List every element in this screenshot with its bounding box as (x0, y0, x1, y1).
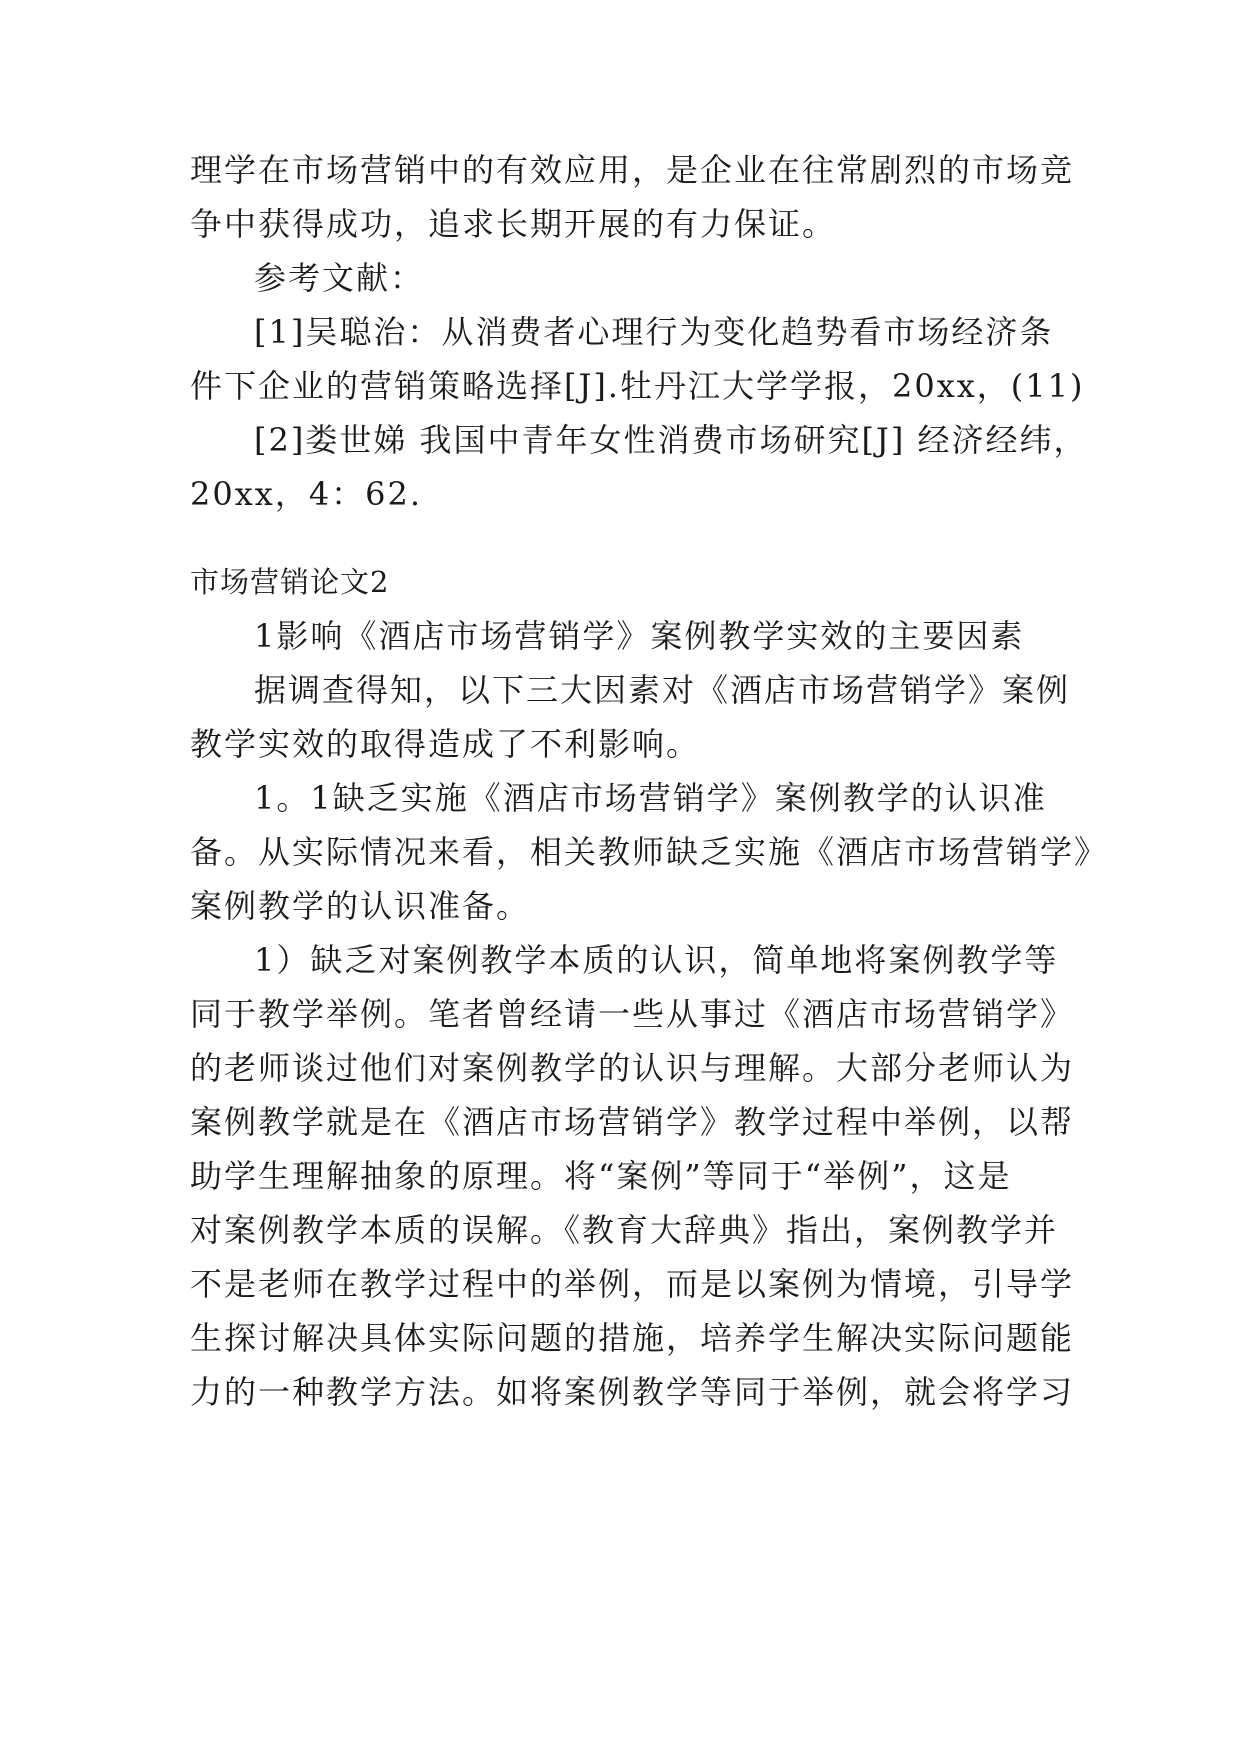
body-text-line: 的老师谈过他们对案例教学的认识与理解。大部分老师认为 (190, 1049, 1075, 1087)
reference-1-line: 件下企业的营销策略选择[J].牡丹江大学学报，20xx，(11) (190, 367, 1085, 405)
body-text-line: 助学生理解抽象的原理。将“案例”等同于“举例”，这是 (190, 1157, 1012, 1195)
body-text-line: 案例教学的认识准备。 (190, 887, 531, 925)
references-heading: 参考文献： (254, 259, 425, 297)
section-title: 市场营销论文2 (190, 565, 390, 599)
body-text-line: 据调查得知，以下三大因素对《酒店市场营销学》案例 (254, 671, 1071, 709)
body-text-line: 不是老师在教学过程中的举例，而是以案例为情境，引导学 (190, 1265, 1075, 1303)
body-text-line: 力的一种教学方法。如将案例教学等同于举例，就会将学习 (190, 1373, 1075, 1411)
subsection-heading: 1影响《酒店市场营销学》案例教学实效的主要因素 (254, 617, 1025, 655)
reference-1-line: [1]吴聪治：从消费者心理行为变化趋势看市场经济条 (254, 313, 1054, 351)
body-text-line: 理学在市场营销中的有效应用，是企业在往常剧烈的市场竞 (190, 151, 1075, 189)
body-text-line: 1）缺乏对案例教学本质的认识，简单地将案例教学等 (254, 941, 1059, 979)
reference-2-line: 20xx，4：62. (190, 475, 423, 513)
body-text-line: 案例教学就是在《酒店市场营销学》教学过程中举例，以帮 (190, 1103, 1075, 1141)
body-text-line: 备。从实际情况来看，相关教师缺乏实施《酒店市场营销学》 (190, 833, 1109, 871)
body-text-line: 同于教学举例。笔者曾经请一些从事过《酒店市场营销学》 (190, 995, 1075, 1033)
body-text-line: 争中获得成功，追求长期开展的有力保证。 (190, 205, 837, 243)
body-text-line: 对案例教学本质的误解。《教育大辞典》指出，案例教学并 (190, 1211, 1059, 1249)
body-text-line: 教学实效的取得造成了不利影响。 (190, 725, 701, 763)
body-text-line: 生探讨解决具体实际问题的措施，培养学生解决实际问题能 (190, 1319, 1075, 1357)
reference-2-line: [2]娄世娣 我国中青年女性消费市场研究[J] 经济经纬， (254, 421, 1088, 459)
body-text-line: 1。1缺乏实施《酒店市场营销学》案例教学的认识准 (254, 779, 1047, 817)
